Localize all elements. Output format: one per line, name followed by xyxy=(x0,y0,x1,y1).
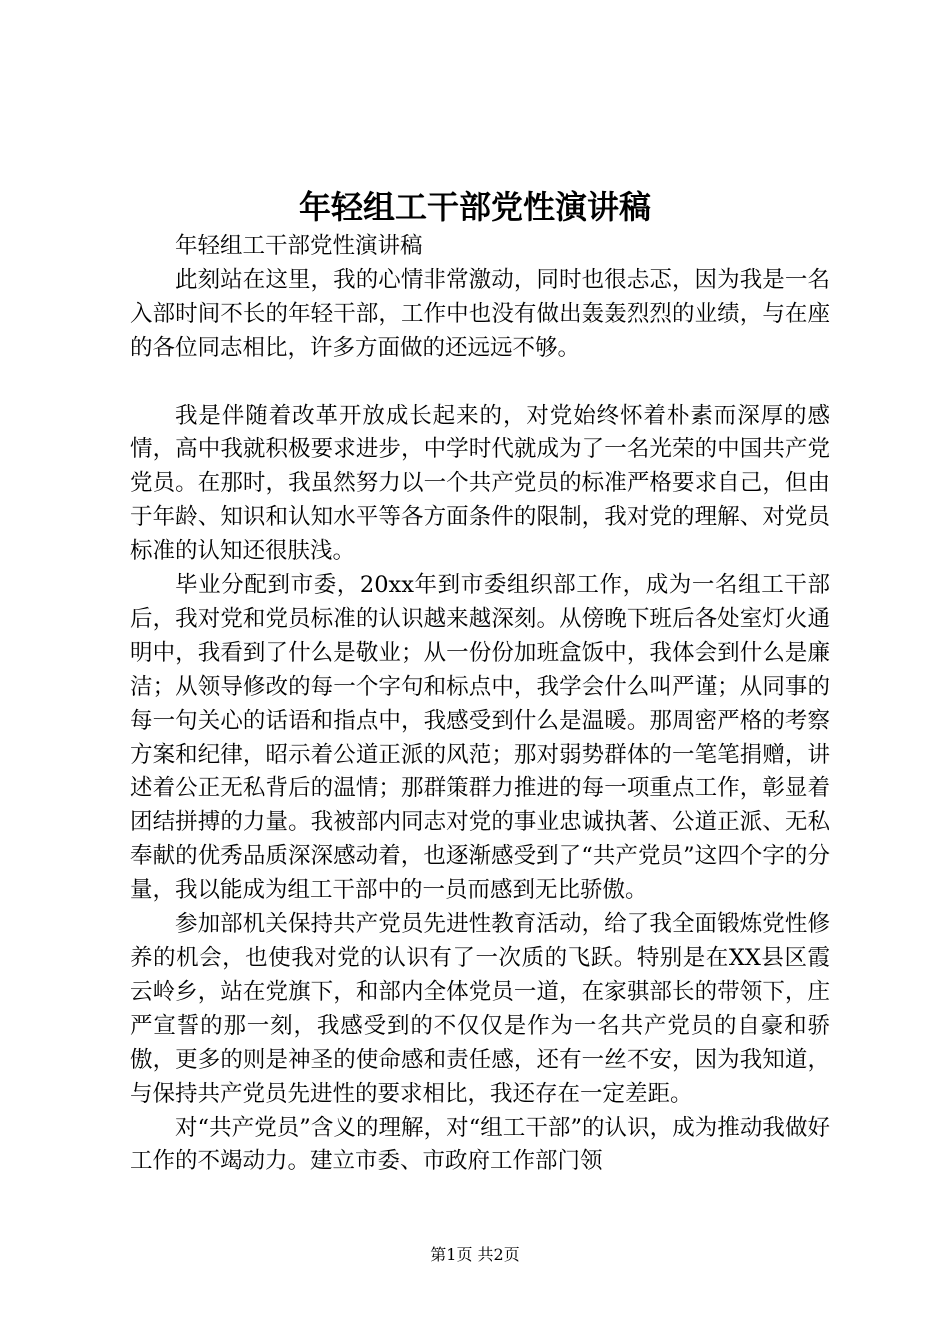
paragraph-2: 我是伴随着改革开放成长起来的，对党始终怀着朴素而深厚的感情，高中我就积极要求进步，中学时代就成为了一名光荣的中国共产党党员。在那时，我虽然努力以一个共产党员的标准严格要求自己，但由于年龄、知识和认知水平等各方面条件的限制，我对党的理解、对党员标准的认知还很肤浅。 xyxy=(130,402,830,565)
paragraph-5: 对“共产党员”含义的理解，对“组工干部”的认识，成为推动我做好工作的不竭动力。建立市委、市政府工作部门领 xyxy=(130,1114,830,1175)
paragraph-3: 毕业分配到市委，20xx年到市委组织部工作，成为一名组工干部后，我对党和党员标准的认识越来越深刻。从傍晚下班后各处室灯火通明中，我看到了什么是敬业；从一份份加班盒饭中，我体会到什么是廉洁；从领导修改的每一个字句和标点中，我学会什么叫严谨；从同事的每一句关心的话语和指点中，我感受到什么是温暖。那周密严格的考察方案和纪律，昭示着公道正派的风范；那对弱势群体的一笔笔捐赠，讲述着公正无私背后的温情；那群策群力推进的每一项重点工作，彰显着团结拼搏的力量。我被部内同志对党的事业忠诚执著、公道正派、无私奉献的优秀品质深深感动着，也逐渐感受到了“共产党员”这四个字的分量，我以能成为组工干部中的一员而感到无比骄傲。 xyxy=(130,572,830,904)
document-title: 年轻组工干部党性演讲稿 xyxy=(298,188,651,226)
page-footer: 第1页 共2页 xyxy=(430,1245,520,1264)
paragraph-4: 参加部机关保持共产党员先进性教育活动，给了我全面锻炼党性修养的机会，也使我对党的认识有了一次质的飞跃。特别是在XX县区霞云岭乡，站在党旗下，和部内全体党员一道，在家骐部长的带领下，庄严宣誓的那一刻，我感受到的不仅仅是作为一名共产党员的自豪和骄傲，更多的则是神圣的使命感和责任感，还有一丝不安，因为我知道，与保持共产党员先进性的要求相比，我还存在一定差距。 xyxy=(130,911,830,1107)
paragraph-1: 此刻站在这里，我的心情非常激动，同时也很忐忑，因为我是一名入部时间不长的年轻干部，工作中也没有做出轰轰烈烈的业绩，与在座的各位同志相比，许多方面做的还远远不够。 xyxy=(130,266,830,361)
paragraph-spacer xyxy=(130,366,830,400)
document-body xyxy=(130,230,830,1179)
subtitle-line: 年轻组工干部党性演讲稿 xyxy=(175,233,423,259)
